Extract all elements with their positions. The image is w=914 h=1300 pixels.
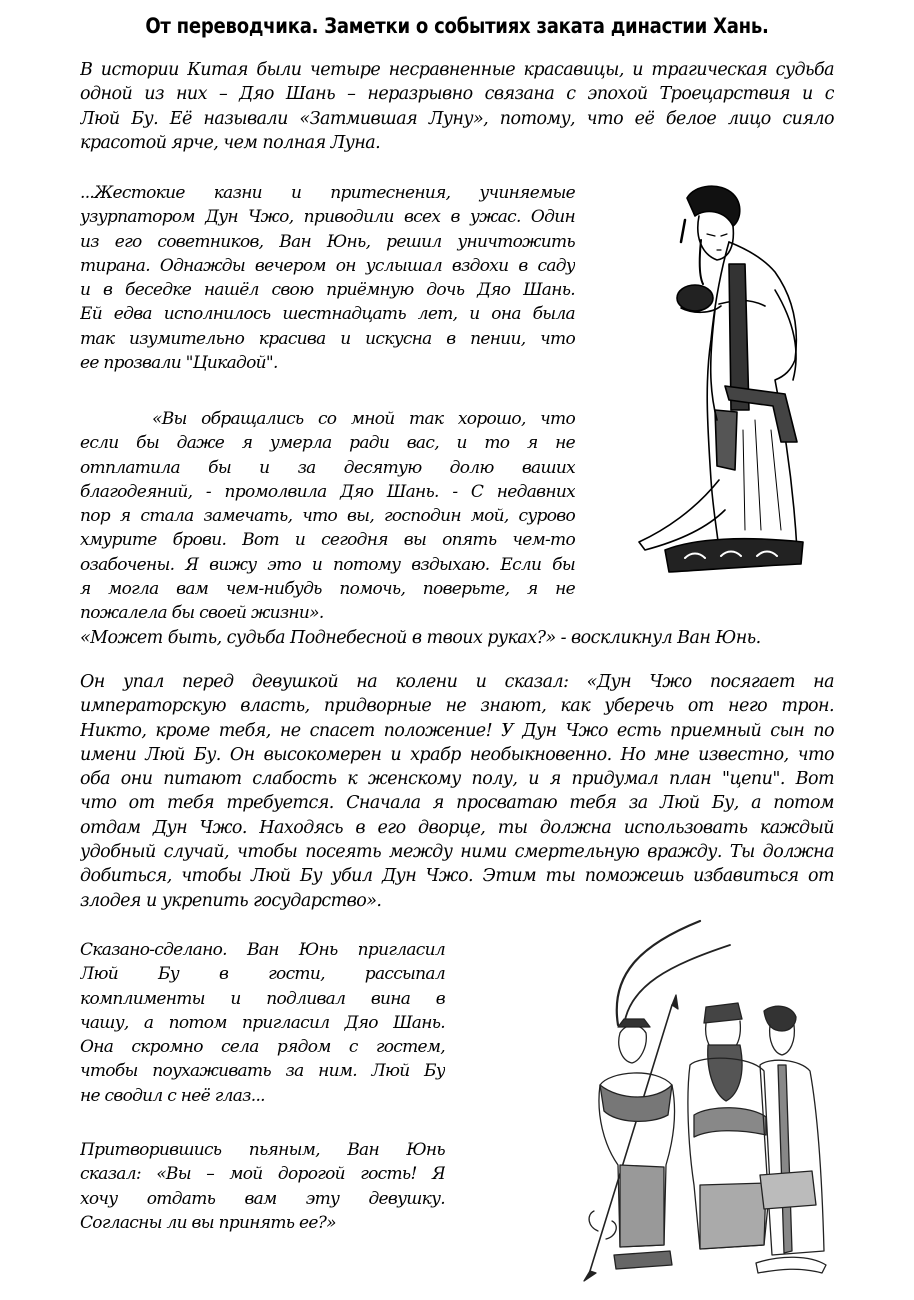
text-line: не сводил с неё глаз...	[80, 1085, 265, 1106]
text-line: злодея и укрепить государство».	[80, 890, 382, 911]
paragraph-invitation	[80, 938, 445, 1108]
text-line: имени Люй Бу. Он высокомерен и храбр необыкновенно. Но мне известно, что	[80, 744, 834, 765]
text-line: Согласны ли вы принять ее?»	[80, 1212, 336, 1233]
text-line: из его советников, Ван Юнь, решил уничтожить	[80, 231, 575, 252]
paragraph-wang-yun-exclaim	[80, 626, 834, 650]
text-line: «Вы обращались со мной так хорошо, что	[152, 409, 575, 429]
text-line: если бы даже я умерла ради вас, и то я не	[80, 433, 575, 454]
text-line: Притворившись пьяным, Ван Юнь	[80, 1140, 445, 1160]
text-line: пор я стала замечать, что вы, господин мой, сурово	[80, 506, 575, 527]
text-line: Никто, кроме тебя, не спасет положение! У Дун Чжо есть приемный сын по	[80, 720, 834, 741]
intro-paragraph	[80, 58, 834, 155]
text-line: благодеяний, - промолвила Дяо Шань. - С недавних	[80, 481, 575, 502]
text-line: добиться, чтобы Люй Бу убил Дун Чжо. Этим ты поможешь избавиться от	[80, 866, 834, 887]
text-line: одной из них – Дяо Шань – неразрывно связана с эпохой Троецарствия и с	[80, 84, 834, 105]
text-line: Она скромно села рядом с гостем,	[80, 1037, 445, 1058]
text-line: Он упал перед девушкой на колени и сказал: «Дун Чжо посягает на	[80, 672, 834, 692]
text-line: оба они питают слабость к женскому полу, и я придумал план "цепи". Вот	[80, 769, 834, 790]
text-line: отплатила бы и за десятую долю ваших	[80, 457, 575, 478]
text-line: удобный случай, чтобы посеять между ними смертельную вражду. Ты должна	[80, 842, 834, 863]
text-line: чтобы поухаживать за ним. Люй Бу	[80, 1061, 445, 1082]
text-line: ее прозвали "Цикадой".	[80, 353, 278, 374]
illustration-three-figures	[560, 915, 830, 1285]
text-line: и в беседке нашёл свою приёмную дочь Дяо Шань.	[80, 280, 575, 301]
text-line: сказал: «Вы – мой дорогой гость! Я	[80, 1164, 445, 1185]
text-line: Люй Бу в гости, рассыпал	[80, 964, 445, 985]
text-line: В истории Китая были четыре несравненные красавицы, и трагическая судьба	[80, 60, 834, 80]
text-line: Ей едва исполнилось шестнадцать лет, и она была	[80, 304, 575, 325]
text-line: озабочены. Я вижу это и потому вздыхаю. Если бы	[80, 554, 575, 575]
text-line: «Может быть, судьба Поднебесной в твоих руках?» - воскликнул Ван Юнь.	[80, 628, 761, 648]
text-line: отдам Дун Чжо. Находясь в его дворце, ты должна использовать каждый	[80, 817, 834, 838]
text-line: Сказано-сделано. Ван Юнь пригласил	[80, 940, 445, 960]
text-line: тирана. Однажды вечером он услышал вздохи в саду	[80, 255, 575, 276]
text-line: чашу, а потом пригласил Дяо Шань.	[80, 1012, 445, 1033]
text-line: пожалела бы своей жизни».	[80, 603, 324, 624]
text-line: комплименты и подливал вина в	[80, 988, 445, 1009]
paragraph-usurper	[80, 181, 575, 375]
page-title: От переводчика. Заметки о событиях заката династии Хань.	[145, 14, 769, 38]
text-line: красотой ярче, чем полная Луна.	[80, 132, 381, 153]
text-line: хочу отдать вам эту девушку.	[80, 1188, 445, 1209]
text-line: я могла вам чем-нибудь помочь, поверьте, я не	[80, 579, 575, 600]
paragraph-diaochan-speech	[80, 407, 575, 626]
text-line: так изумительно красива и искусна в пении, что	[80, 328, 575, 349]
text-line: ...Жестокие казни и притеснения, учиняемые	[80, 183, 575, 203]
text-line: узурпатором Дун Чжо, приводили всех в ужас. Один	[80, 207, 575, 228]
text-line: императорскую власть, придворные не знают, как уберечь от него трон.	[80, 696, 834, 717]
text-line: Люй Бу. Её называли «Затмившая Луну», потому, что её белое лицо сияло	[80, 108, 834, 129]
illustration-woman-with-vessel	[625, 180, 825, 590]
paragraph-offer	[80, 1138, 445, 1235]
text-line: что от тебя требуется. Сначала я просватаю тебя за Люй Бу, а потом	[80, 793, 834, 814]
paragraph-chain-plan	[80, 670, 834, 913]
text-line: хмурите брови. Вот и сегодня вы опять чем-то	[80, 530, 575, 551]
